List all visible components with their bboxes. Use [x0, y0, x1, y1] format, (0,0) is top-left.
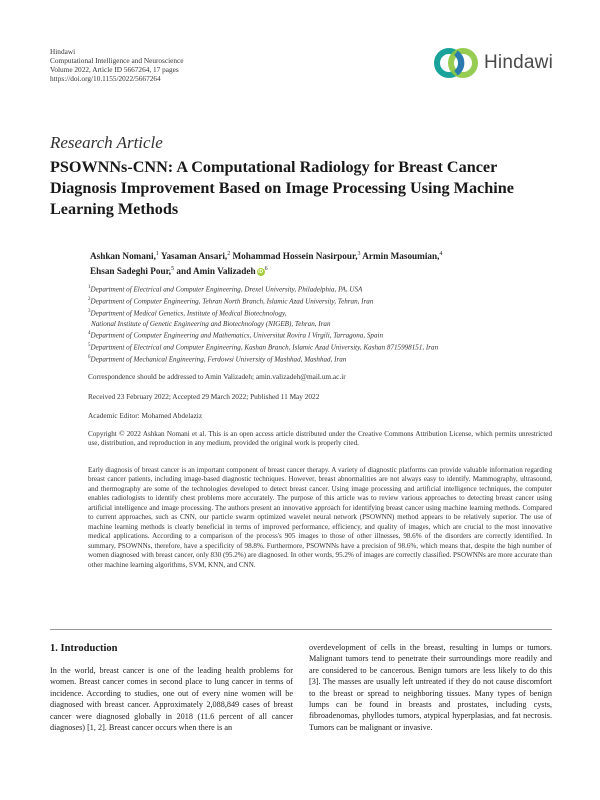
- affiliation-item: $^2$Department of Computer Engineering, Tehran North Branch, Islamic Azad University, Tehran, Iran: [88, 296, 374, 306]
- correspondence: Correspondence should be addressed to Amin Valizadeh; amin.valizadeh@mail.um.ac.ir: [88, 372, 346, 381]
- affiliation-item: $^3$Department of Medical Genetics, Institute of Medical Biotechnology,: [88, 308, 287, 318]
- logo-text: Hindawi: [484, 52, 553, 73]
- author: Armin Masoumian,$^4$: [362, 250, 443, 261]
- journal-meta: [50, 47, 184, 83]
- article-type: Research Article: [50, 133, 163, 152]
- hindawi-logo-icon: [432, 44, 482, 82]
- body-text-right-column: overdevelopment of cells in the breast, resulting in lumps or tumors. Malignant tumors tend to penetrate their surroundings more readily and are considered to be cancerous. Benign tumors are less likely to do this [3]. The masses are usually left untreated if they do not cause discomfort to the breast or spread to neighboring tissues. Many types of benign lumps can be found in breasts and prostates, including cysts, fibroadenomas, phyllodes tumors, atypical hyperplasias, and fat necrosis. Tumors can be malignant or invasive.: [309, 643, 552, 732]
- hindawi-logo: [432, 44, 552, 82]
- volume-info: Volume 2022, Article ID 5667264, 17 pages: [50, 65, 179, 74]
- author: Mohammad Hossein Nasirpour,$^3$: [232, 250, 361, 261]
- author: Ashkan Nomani,$^1$: [90, 250, 159, 261]
- academic-editor: Academic Editor: Mohamed Abdelaziz: [88, 411, 203, 420]
- abstract: Early diagnosis of breast cancer is an important component of breast cancer therapy. A variety of diagnostic platforms can provide valuable information regarding breast cancer patients, including image-based diagnostic techniques. However, breast abnormalities are not always easy to identify. Mammography, ultrasound, and thermography are some of the technologies developed to detect breast cancer. Using image processing and artificial intelligence techniques, the computer enables radiologists to identify chest problems more accurately. The purpose of this article was to review various approaches to detecting breast cancer using artificial intelligence and image processing. The authors present an innovative approach for identifying breast cancer using machine learning methods. Compared to current approaches, such as CNN, our particle swarm optimized wavelet neural network (PSOWNN) method appears to be relatively superior. The use of machine learning methods is clearly beneficial in terms of improved performance, efficiency, and quality of images, which are crucial to the most innovative medical applications. According to a comparison of the process's 905 images to those of other illnesses, 98.6% of the disorders are correctly identified. In summary, PSOWNNs, therefore, have a specificity of 98.8%. Furthermore, PSOWNNs have a precision of 98.6%, which means that, despite the high number of women diagnosed with breast cancer, only 830 (95.2%) are diagnosed. In other words, 95.2% of images are correctly classified. PSOWNNs are more accurate than other machine learning algorithms, SVM, KNN, and CNN.: [88, 466, 552, 569]
- author: and Amin Valizadeh iD $^6$: [176, 265, 268, 276]
- affiliation-item: National Institute of Genetic Engineering and Biotechnology (NIGEB), Tehran, Iran: [91, 319, 331, 328]
- affiliation-item: $^1$Department of Electrical and Computer Engineering, Drexel University, Philadelphia, PA, USA: [88, 285, 363, 294]
- author: Yasaman Ansari,$^2$: [160, 250, 231, 261]
- doi-link[interactable]: https://doi.org/10.1155/2022/5667264: [50, 74, 161, 83]
- affiliation-list: [88, 283, 558, 365]
- journal-name: Computational Intelligence and Neuroscience: [50, 56, 184, 65]
- publisher-name: Hindawi: [50, 47, 76, 56]
- body-text-left-column: In the world, breast cancer is one of the leading health problems for women. Breast cancer comes in second place to lung cancer in terms of incidence. According to studies, one out of every nine women will be diagnosed with breast cancer. Approximately 2,088,849 cases of breast cancer were diagnosed globally in 2018 (11.6 percent of all cancer diagnoses) [1, 2]. Breast cancer occurs when there is an: [50, 666, 293, 733]
- section-divider: [50, 629, 552, 630]
- copyright-notice: Copyright © 2022 Ashkan Nomani et al. This is an open access article distributed under the Creative Commons Attribution License, which permits unrestricted use, distribution, and reproduction in any medium, provided the original work is properly cited.: [88, 430, 552, 448]
- affiliation-item: $^4$Department of Computer Engineering and Mathematics, Universitat Rovira I Virgili, Tarragona, Spain: [88, 331, 384, 340]
- publication-dates: Received 23 February 2022; Accepted 29 March 2022; Published 11 May 2022: [88, 392, 320, 401]
- author: Ehsan Sadeghi Pour,$^5$: [90, 265, 175, 276]
- orcid-icon[interactable]: iD: [258, 268, 264, 275]
- affiliation-item: $^6$Department of Mechanical Engineering, Ferdowsi University of Mashhad, Mashhad, Iran: [88, 355, 347, 364]
- affiliation-item: $^5$Department of Electrical and Computer Engineering, Kashan Branch, Islamic Azad University, Kashan 8715998151, Iran: [88, 343, 439, 352]
- author-list: [90, 249, 560, 279]
- section-heading: 1. Introduction: [50, 643, 118, 654]
- paper-title: PSOWNNs-CNN: A Computational Radiology for Breast Cancer Diagnosis Improvement Based on Image Processing Using Machine Learning Methods: [50, 158, 514, 218]
